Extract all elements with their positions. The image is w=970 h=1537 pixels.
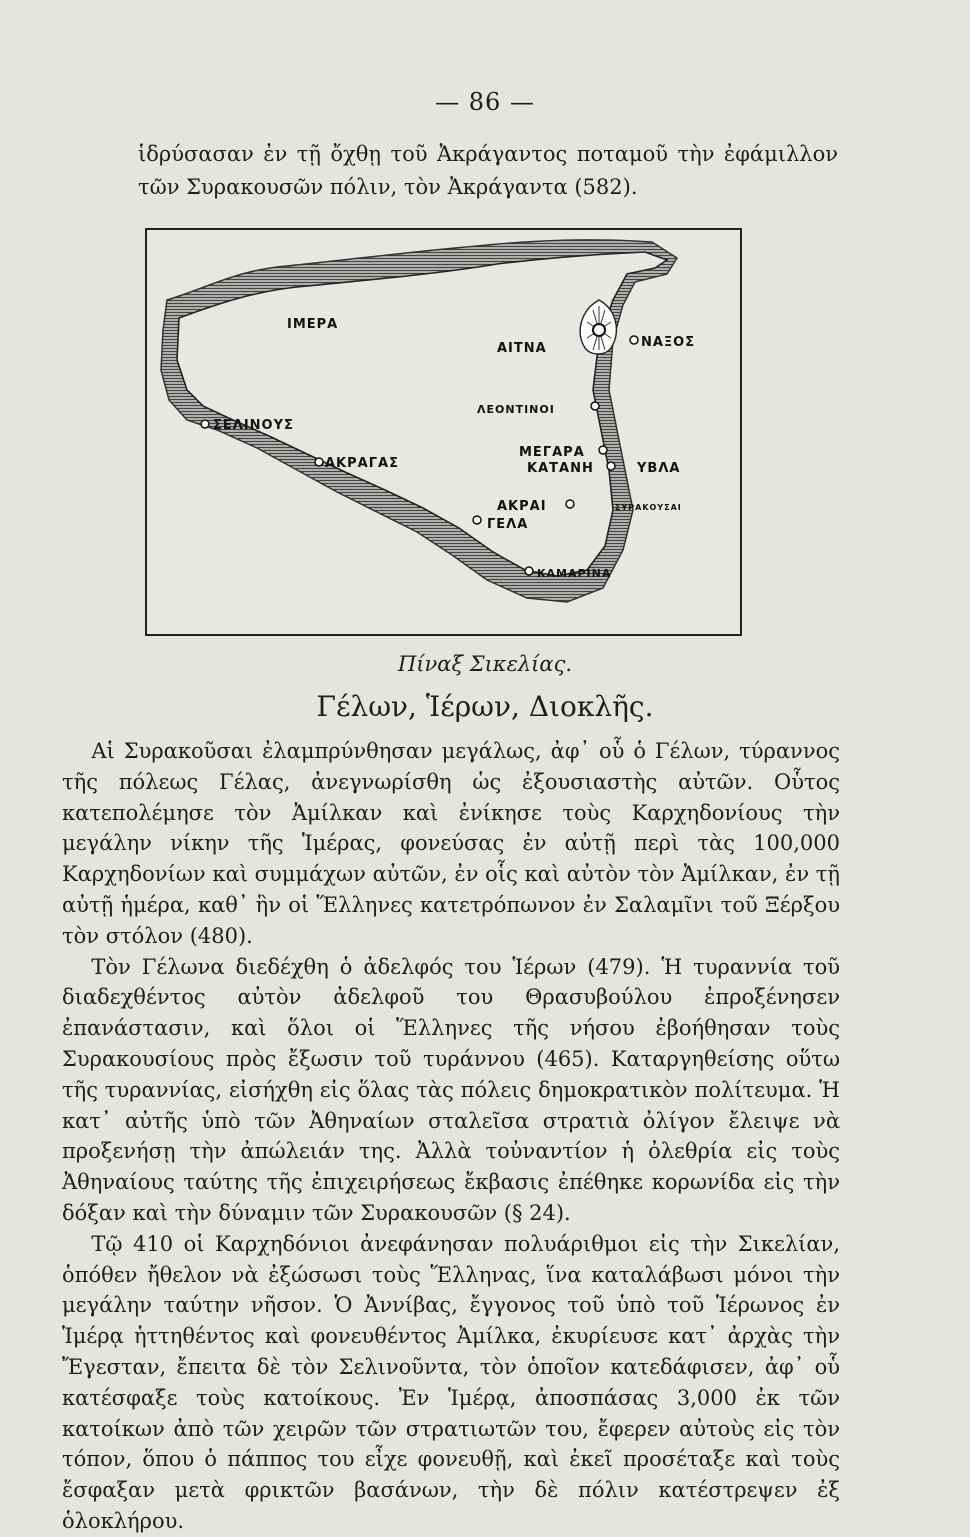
page-number: — 86 — — [435, 88, 535, 116]
city-dot-naxos — [630, 336, 638, 344]
sicily-map — [145, 228, 742, 636]
city-dot-gela — [473, 516, 481, 524]
label-selinous: ΣΕΛΙΝΟΥΣ — [213, 418, 294, 433]
label-leontinoi: ΛΕΟΝΤΙΝΟΙ — [477, 403, 555, 416]
label-akragas: ΑΚΡΑΓΑΣ — [325, 456, 399, 471]
label-syrakousai: ΣΥΡΑΚΟΥΣΑΙ — [615, 503, 682, 512]
label-aitna: ΑΙΤΝΑ — [497, 341, 547, 356]
label-ybla: ΥΒΛΑ — [637, 461, 681, 476]
label-gela: ΓΕΛΑ — [487, 517, 529, 532]
sicily-map-drawing — [147, 230, 742, 636]
city-dot-kamarina — [525, 567, 533, 575]
section-heading: Γέλων, Ἱέρων, Διοκλῆς. — [316, 690, 654, 723]
label-naxos: ΝΑΞΟΣ — [641, 335, 696, 350]
city-dot-leontinoi — [591, 402, 599, 410]
city-dot-megara — [599, 446, 607, 454]
label-megara: ΜΕΓΑΡΑ — [519, 445, 585, 460]
city-dot-akragas — [315, 458, 323, 466]
section-body — [62, 736, 840, 1537]
label-kamarina: ΚΑΜΑΡΙΝΑ — [537, 567, 612, 580]
body-paragraph-1: Αἱ Συρακοῦσαι ἐλαμπρύνθησαν μεγάλως, ἀφ᾽ οὗ ὁ Γέλων, τύραννος τῆς πόλεως Γέλας, ἀνεγνωρίσθη ὡς ἐξουσιαστὴς αὐτῶν. Οὗτος κατεπολέμησε τὸν Ἀμίλκαν καὶ ἐνίκησε τοὺς Καρχηδονίους τὴν μεγάλην νίκην τῆς Ἱμέρας, φονεύσας ἐν αὐτῇ περὶ τὰς 100,000 Καρχηδονίων καὶ συμμάχων αὐτῶν, ἐν οἷς καὶ αὐτὸν τὸν Ἀμίλκαν, ἐν τῇ αὐτῇ ἡμέρα, καθ᾽ ἣν οἱ Ἕλληνες κατετρόπωνον ἐν Σαλαμῖνι τοῦ Ξέρξου τὸν στόλον (480). — [62, 739, 840, 948]
body-paragraph-2: Τὸν Γέλωνα διεδέχθη ὁ ἀδελφός του Ἱέρων (479). Ἡ τυραννία τοῦ διαδεχθέντος αὐτὸν ἀδελφοῦ του Θρασυβούλου ἐπροξένησεν ἐπανάστασιν, καὶ ὅλοι οἱ Ἕλληνες τῆς νήσου ἐβοήθησαν τοὺς Συρακουσίους πρὸς ἔξωσιν τοῦ τυράννου (465). Καταργηθείσης οὕτω τῆς τυραννίας, εἰσήχθη εἰς ὅλας τὰς πόλεις δημοκρατικὸν πολίτευμα. Ἡ κατ᾽ αὐτῆς ὑπὸ τῶν Ἀθηναίων σταλεῖσα στρατιὰ ὀλίγον ἔλειψε νὰ προξενήσῃ τὴν ἀπώλειάν της. Ἀλλὰ τοὐναντίον ἡ ὀλεθρία εἰς τοὺς Ἀθηναίους ταύτης τῆς ἐπιχειρήσεως ἔκβασις ἐπέθηκε κορωνίδα εἰς τὴν δόξαν καὶ τὴν δύναμιν τῶν Συρακουσῶν (§ 24). — [62, 954, 840, 1225]
intro-paragraph: ἱδρύσασαν ἐν τῇ ὄχθῃ τοῦ Ἀκράγαντος ποταμοῦ τὴν ἐφάμιλλον τῶν Συρακουσῶν πόλιν, τὸν Ἀκράγαντα (582). — [138, 142, 838, 199]
label-akrai: ΑΚΡΑΙ — [497, 499, 547, 514]
map-caption: Πίναξ Σικελίας. — [397, 652, 573, 676]
label-imera: ΙΜΕΡΑ — [287, 317, 339, 332]
body-paragraph-3: Τῷ 410 οἱ Καρχηδόνιοι ἀνεφάνησαν πολυάριθμοι εἰς τὴν Σικελίαν, ὁπόθεν ἤθελον νὰ ἐξώσωσι τοὺς Ἕλληνας, ἵνα καταλάβωσι μόνοι τὴν μεγάλην ταύτην νῆσον. Ὁ Ἀννίβας, ἔγγονος τοῦ ὑπὸ τοῦ Ἱέρωνος ἐν Ἱμέρᾳ ἡττηθέντος καὶ φονευθέντος Ἀμίλκα, ἐκυρίευσε κατ᾽ ἀρχὰς τὴν Ἔγεσταν, ἔπειτα δὲ τὸν Σελινοῦντα, τὸν ὁποῖον κατεδάφισεν, ἀφ᾽ οὗ κατέσφαξε τοὺς κατοίκους. Ἐν Ἱμέρᾳ, ἀποσπάσας 3,000 ἐκ τῶν κατοίκων ἀπὸ τῶν χειρῶν τῶν στρατιωτῶν του, ἔφερεν αὐτοὺς εἰς τὸν τόπον, ὅπου ὁ πάππος του εἶχε φονευθῇ, καὶ ἐκεῖ προσέταξε καὶ τοὺς ἔσφαξαν μετὰ φρικτῶν βασάνων, τὴν δὲ πόλιν κατέστρεψεν ἐξ ὁλοκλήρου. — [62, 1231, 840, 1533]
city-dot-selinous — [201, 420, 209, 428]
city-dot-akrai — [566, 500, 574, 508]
city-dot-katane — [607, 462, 615, 470]
label-katane: ΚΑΤΑΝΗ — [527, 461, 594, 476]
